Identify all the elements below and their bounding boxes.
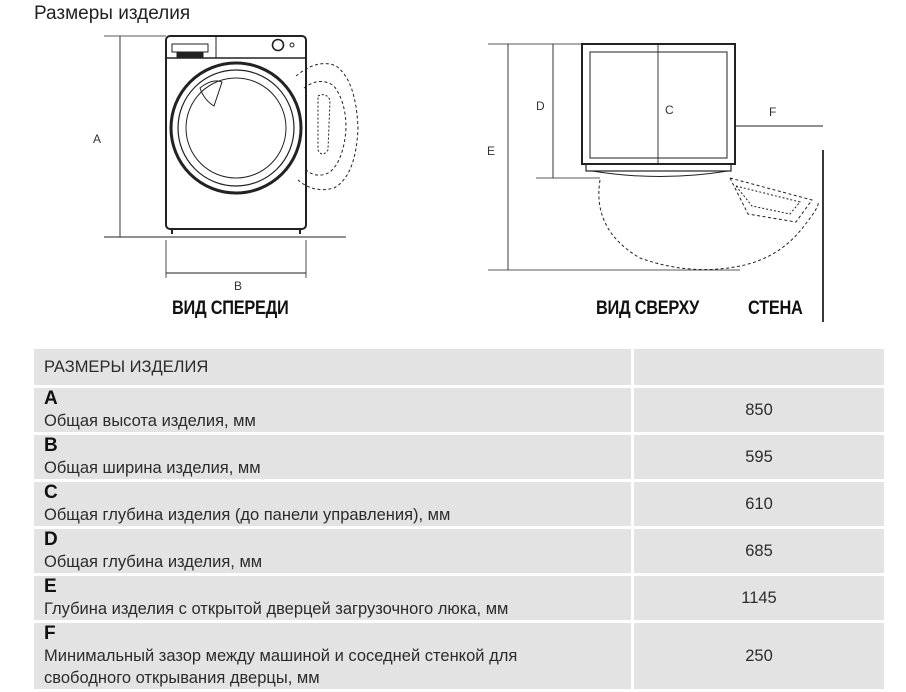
wall-label: СТЕНА (748, 298, 803, 319)
row-value: 595 (634, 435, 884, 479)
page-title: Размеры изделия (34, 3, 191, 24)
row-value: 850 (634, 388, 884, 432)
dim-letter-e: E (487, 144, 496, 158)
row-letter: E (44, 576, 57, 597)
table-header: РАЗМЕРЫ ИЗДЕЛИЯ (44, 357, 209, 376)
table-row (34, 482, 884, 526)
row-letter: F (44, 623, 56, 644)
detergent-drawer (172, 44, 208, 52)
door-outer-ring (171, 63, 301, 193)
door-top-arc (592, 171, 728, 177)
row-value: 685 (634, 529, 884, 573)
row-letter: C (44, 482, 58, 503)
dim-letter-a: A (93, 132, 102, 146)
row-value: 1145 (634, 576, 884, 620)
open-door-inner (304, 81, 346, 175)
open-door-top (730, 178, 812, 222)
dim-letter-c: C (665, 103, 674, 117)
row-value: 610 (634, 482, 884, 526)
row-value: 250 (634, 623, 884, 689)
washer-top-inner (590, 52, 727, 158)
row-description: Общая ширина изделия, мм (44, 459, 261, 477)
program-knob (273, 40, 284, 51)
table-row (34, 576, 884, 620)
door-glass (186, 78, 286, 178)
row-letter: B (44, 435, 58, 456)
table-row (34, 623, 884, 689)
door-ring (178, 70, 294, 186)
dim-letter-f: F (769, 105, 777, 119)
top-view-label: ВИД СВЕРХУ (596, 298, 699, 319)
open-door-glass (318, 95, 330, 154)
table-row (34, 435, 884, 479)
washer-body (166, 36, 306, 229)
dim-letter-d: D (536, 99, 545, 113)
row-description: Общая глубина изделия (до панели управления), мм (44, 506, 451, 524)
front-view-label: ВИД СПЕРЕДИ (172, 298, 289, 319)
top-view-drawing (488, 44, 823, 322)
door-swing-path (599, 180, 818, 270)
washer-top-outline (582, 44, 735, 164)
dimension-drawing (0, 0, 906, 340)
row-description: Общая высота изделия, мм (44, 412, 256, 430)
row-description: Минимальный зазор между машиной и соседней стенкой для свободного открывания дверцы, мм (44, 647, 518, 687)
table-header-row (34, 349, 884, 385)
row-description: Глубина изделия с открытой дверцей загрузочного люка, мм (44, 600, 509, 618)
row-letter: D (44, 529, 58, 550)
detergent-drawer-handle (177, 52, 203, 57)
dim-letter-b: B (234, 279, 243, 293)
row-letter: A (44, 388, 58, 409)
table-row (34, 529, 884, 573)
row-description: Общая глубина изделия, мм (44, 553, 263, 571)
control-panel-strip (586, 164, 731, 171)
table-row (34, 388, 884, 432)
table-header-value (634, 349, 884, 385)
table-header-cell (34, 349, 634, 385)
front-view-drawing (104, 36, 358, 278)
panel-button (290, 43, 294, 47)
dimensions-table (34, 346, 884, 692)
